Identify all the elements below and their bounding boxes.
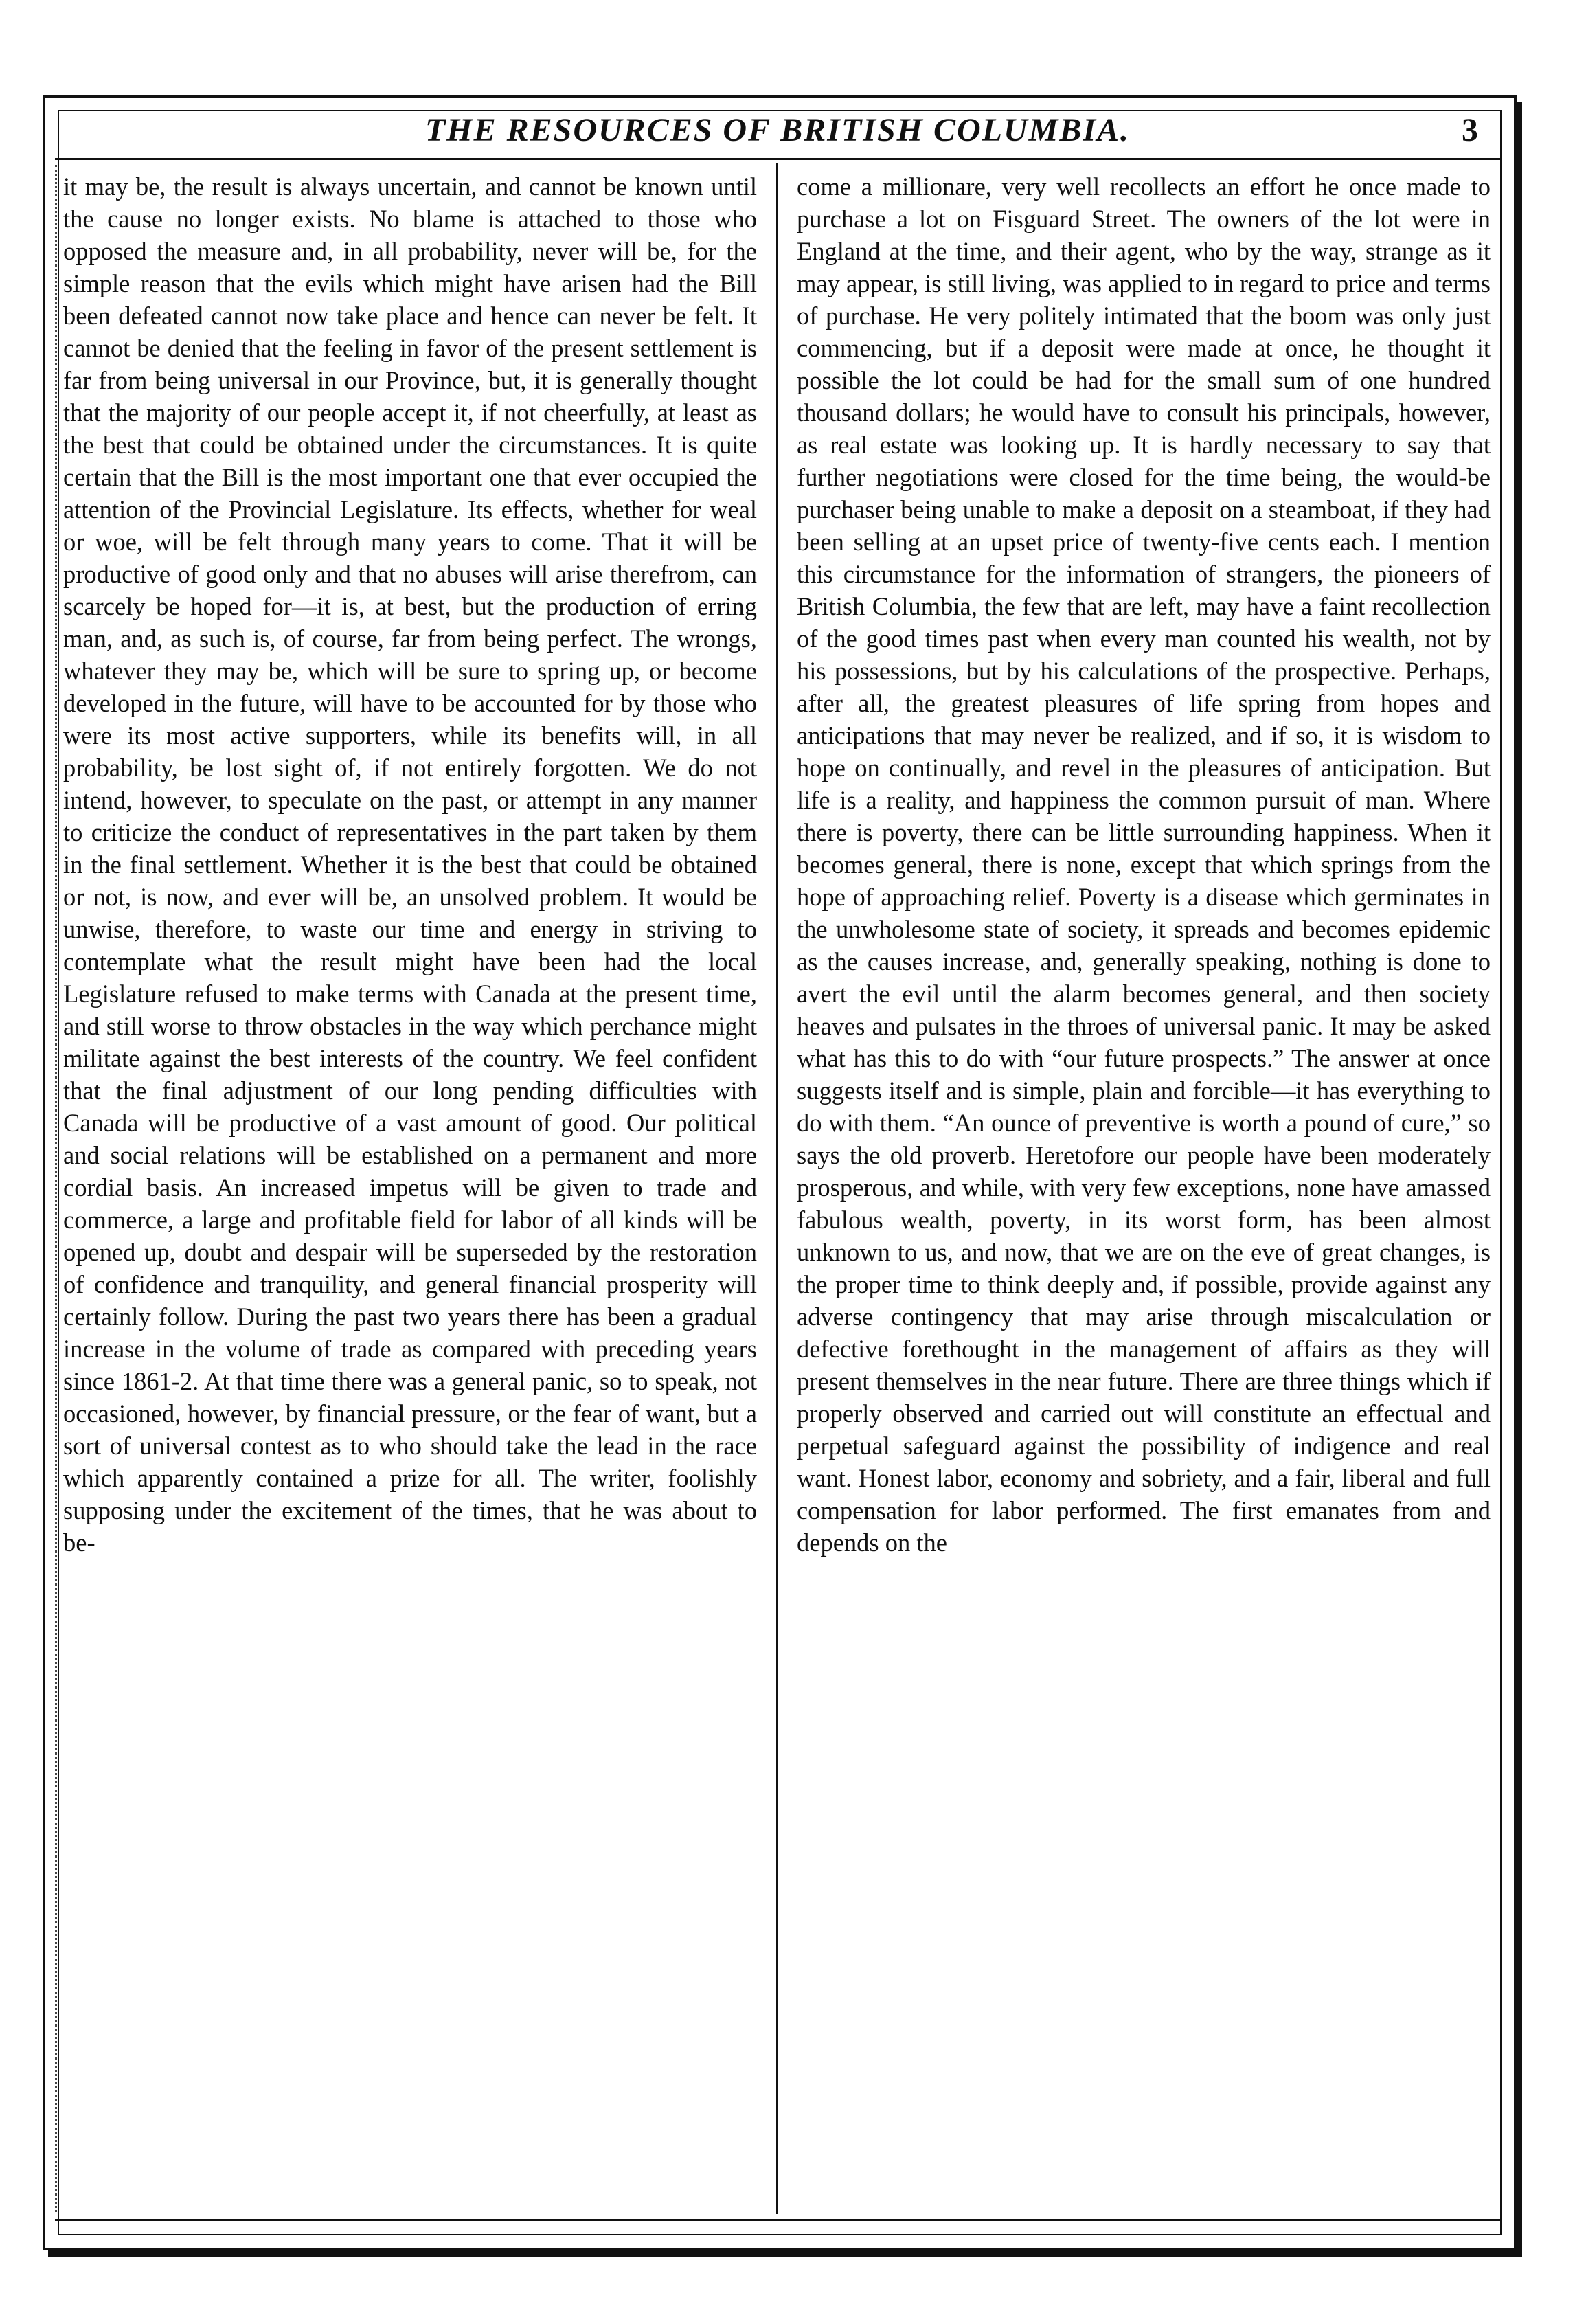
page-number: 3 (1462, 112, 1478, 148)
right-column (797, 170, 1491, 2204)
left-column (63, 170, 757, 2204)
bottom-rule (55, 2219, 1500, 2221)
right-column-text: come a millionare, very well recollects an effort he once made to purchase a lot on Fisguard Street. The owners of the lot were in England at the time, and their agent, who by the way, strange as it may appear, is still living, was applied to in regard to price and terms of purchase. He very politely intimated that the boom was only just commencing, but if a deposit were made at once, he thought it possible the lot could be had for the small sum of one hundred thousand dollars; he would have to consult his principals, however, as real estate was looking up. It is hardly necessary to say that further negotiations were closed for the time being, the would-be purchaser being unable to make a deposit on a steamboat, if they had been selling at an upset price of twenty-five cents each. I mention this circumstance for the information of strangers, the pioneers of British Columbia, the few that are left, may have a faint recollection of the good times past when every man counted his wealth, not by his possessions, but by his calculations of the prospective. Perhaps, after all, the greatest pleasures of life spring from hopes and anticipations that may never be realized, and if so, it is wisdom to hope on continually, and revel in the pleasures of anticipation. But life is a reality, and happiness the common pursuit of man. Where there is poverty, there can be little surrounding happiness. When it becomes general, there is none, except that which springs from the hope of approaching relief. Poverty is a disease which germinates in the unwholesome state of society, it spreads and becomes epidemic as the causes increase, and, generally speaking, nothing is done to avert the evil until the alarm becomes general, and then society heaves and pulsates in the throes of universal panic. It may be asked what has this to do with “our future prospects.” The answer at once suggests itself and is simple, plain and forcible—it has everything to do with them. “An ounce of preventive is worth a pound of cure,” so says the old proverb. Heretofore our people have been moderately prosperous, and while, with very few exceptions, none have amassed fabulous wealth, poverty, in its worst form, has been almost unknown to us, and now, that we are on the eve of great changes, is the proper time to think deeply and, if possible, provide against any adverse contingency that may arise through miscalculation or defective forethought in the management of affairs as they will present themselves in the near future. There are three things which if properly observed and carried out will constitute an effectual and perpetual safeguard against the possibility of indigence and real want. Honest labor, economy and sobriety, and a fair, liberal and full compensation for labor performed. The first emanates from and depends on the (797, 172, 1491, 1557)
left-margin-dotted-rule (55, 165, 57, 2212)
left-column-text: it may be, the result is always uncertain, and cannot be known until the cause no longer exists. No blame is attached to those who opposed the measure and, in all probability, never will be, for the simple reason that the evils which might have arisen had the Bill been defeated cannot now take place and hence can never be felt. It cannot be denied that the feeling in favor of the present settlement is far from being universal in our Province, but, it is generally thought that the majority of our people accept it, if not cheerfully, at least as the best that could be obtained under the circumstances. It is quite certain that the Bill is the most important one that ever occupied the attention of the Provincial Legislature. Its effects, whether for weal or woe, will be felt through many years to come. That it will be productive of good only and that no abuses will arise therefrom, can scarcely be hoped for—it is, at best, but the production of erring man, and, as such is, of course, far from being perfect. The wrongs, whatever they may be, which will be sure to spring up, or become developed in the future, will have to be accounted for by those who were its most active supporters, while its benefits will, in all probability, be lost sight of, if not entirely forgotten. We do not intend, however, to speculate on the past, or attempt in any manner to criticize the conduct of representatives in the part taken by them in the final settlement. Whether it is the best that could be obtained or not, is now, and ever will be, an unsolved problem. It would be unwise, therefore, to waste our time and energy in striving to contemplate what the result might have been had the local Legislature refused to make terms with Canada at the present time, and still worse to throw obstacles in the way which perchance might militate against the best interests of the country. We feel confident that the final adjustment of our long pending difficulties with Canada will be productive of a vast amount of good. Our political and social relations will be established on a permanent and more cordial basis. An increased impetus will be given to trade and commerce, a large and profitable field for labor of all kinds will be opened up, doubt and despair will be superseded by the restoration of confidence and tranquility, and general financial prosperity will certainly follow. During the past two years there has been a gradual increase in the volume of trade as compared with preceding years since 1861-2. At that time there was a general panic, so to speak, not occasioned, however, by financial pressure, or the fear of want, but a sort of universal contest as to who should take the lead in the race which apparently contained a prize for all. The writer, foolishly supposing under the excitement of the times, that he was about to be- (63, 172, 757, 1557)
page-header (55, 103, 1500, 160)
column-divider (776, 163, 778, 2214)
running-title: THE RESOURCES OF BRITISH COLUMBIA. (424, 112, 1131, 148)
